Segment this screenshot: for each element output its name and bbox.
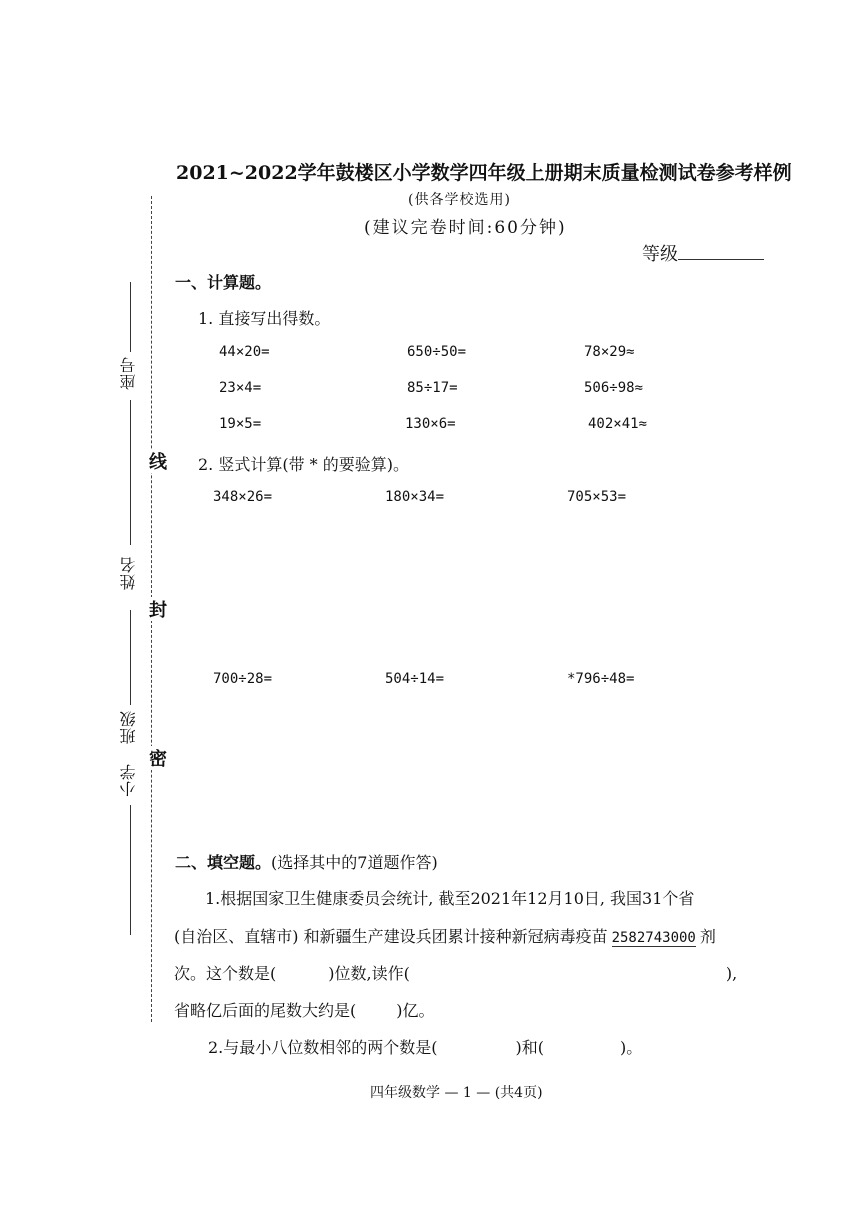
fill-q2: [208, 1035, 642, 1058]
seal-char-line: 线: [143, 449, 169, 473]
exam-subtitle: (供各学校选用): [408, 192, 511, 208]
q1-title: 1. 直接写出得数。: [198, 309, 331, 328]
vertical-calc-item: 348×26=: [213, 489, 273, 505]
school-label: 小学: [119, 763, 138, 797]
fill-q2-b: )和(: [515, 1038, 545, 1057]
vaccine-number: 2582743000: [611, 930, 696, 946]
fill-q2-a: 2.与最小八位数相邻的两个数是(: [208, 1038, 438, 1057]
oral-item: 506÷98≈: [584, 380, 644, 396]
fill-q1-line4: [174, 998, 435, 1021]
seal-char-seal: 封: [143, 597, 169, 621]
section2-heading: [175, 850, 438, 873]
q2-title: 2. 竖式计算(带 * 的要验算)。: [198, 455, 410, 474]
oral-item: 85÷17=: [407, 380, 458, 396]
time-note: (建议完卷时间:60分钟): [364, 218, 567, 238]
section2-title: 二、填空题。: [175, 853, 272, 872]
fill-q2-c: )。: [620, 1038, 643, 1057]
school-underline: [130, 805, 131, 935]
oral-item: 78×29≈: [584, 344, 635, 360]
fill-q1-line4-a: 省略亿后面的尾数大约是(: [174, 1001, 357, 1020]
fill-q1-line2-text: (自治区、直辖市) 和新疆生产建设兵团累计接种新冠病毒疫苗: [174, 927, 608, 946]
page-footer: 四年级数学 — 1 — (共4页): [370, 1085, 543, 1101]
grade-label: 等级: [642, 244, 678, 265]
grade-blank: [678, 241, 764, 260]
class-underline: [130, 610, 131, 705]
fill-q1-line2: [174, 924, 716, 947]
fill-q1-line4-b: )亿。: [396, 1001, 435, 1020]
class-label: 班级: [119, 710, 138, 744]
fill-q1-line1: 1.根据国家卫生健康委员会统计, 截至2021年12月10日, 我国31个省: [205, 889, 695, 908]
fill-q1-line2-end: 剂: [699, 927, 716, 946]
oral-item: 23×4=: [219, 380, 262, 396]
fill-q1-line3: [174, 961, 737, 984]
vertical-calc-item: 705×53=: [567, 489, 627, 505]
seal-char-secret: 密: [143, 746, 169, 770]
oral-item: 402×41≈: [588, 416, 648, 432]
section2-note: (选择其中的7道题作答): [271, 853, 438, 872]
fill-q1-line3-c: ),: [725, 964, 738, 983]
name-label: 姓名: [119, 556, 138, 590]
seat-underline: [130, 282, 131, 352]
oral-item: 650÷50=: [407, 344, 467, 360]
name-underline: [130, 400, 131, 545]
fill-q1-line3-a: 次。这个数是(: [174, 964, 277, 983]
seat-label: 座号: [119, 356, 138, 390]
vertical-calc-item: *796÷48=: [567, 671, 635, 687]
oral-item: 44×20=: [219, 344, 270, 360]
grade-field: [642, 240, 764, 266]
vertical-calc-item: 700÷28=: [213, 671, 273, 687]
section1-title: 一、计算题。: [175, 273, 272, 292]
exam-title: 2021~2022学年鼓楼区小学数学四年级上册期末质量检测试卷参考样例: [176, 162, 792, 184]
vertical-calc-item: 504÷14=: [385, 671, 445, 687]
oral-item: 19×5=: [219, 416, 262, 432]
fill-q1-line3-b: )位数,读作(: [328, 964, 410, 983]
oral-item: 130×6=: [405, 416, 456, 432]
vertical-calc-item: 180×34=: [385, 489, 445, 505]
